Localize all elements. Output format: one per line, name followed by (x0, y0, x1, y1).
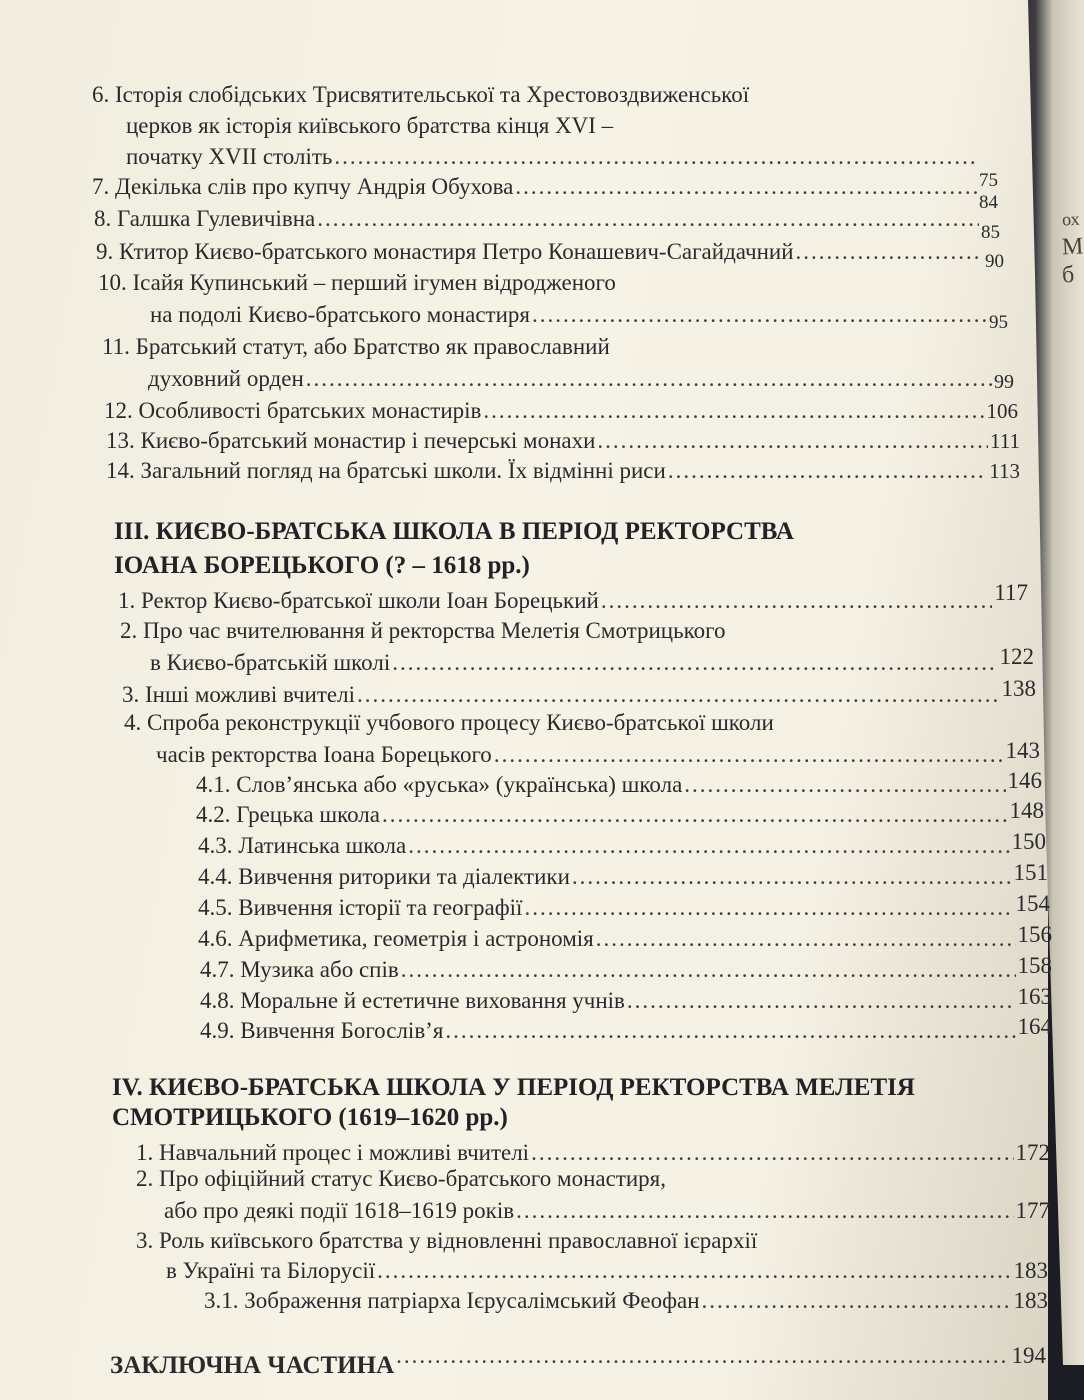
page-number: 146 (1007, 768, 1042, 793)
toc-entry-s3-1: 1. Ректор Києво-братської школи Іоан Борецький ..... 117 (118, 588, 1028, 614)
toc-entry-closing: ЗАКЛЮЧНА ЧАСТИНА ..... 194 (110, 1342, 1046, 1370)
page-number: 172 (1015, 1140, 1050, 1165)
page-number: 183 (1013, 1288, 1048, 1313)
toc-entry-s3-4-5: 4.5. Вивчення історії та географії ..... 154 (198, 895, 1050, 921)
page-number: 151 (1013, 860, 1048, 885)
page-number: 177 (1015, 1198, 1050, 1223)
toc-entry-s3-4-6: 4.6. Арифметика, геометрія і астрономія ..... 156 (198, 926, 1052, 952)
section-4-title: IV. КИЄВО-БРАТСЬКА ШКОЛА У ПЕРІОД РЕКТОРСТВА МЕЛЕТІЯ (112, 1074, 915, 1101)
toc-entry-6-cont2: початку XVII століть ..... 75 (126, 144, 998, 170)
page-number: 84 (979, 192, 998, 213)
page-number: 183 (1013, 1258, 1048, 1283)
page-number: 150 (1011, 829, 1046, 854)
page-number: 99 (994, 371, 1014, 393)
toc-entry-s3-4-8: 4.8. Моральне й естетичне виховання учнів ..... 163 (200, 988, 1052, 1014)
toc-entry-s3-2: 2. Про час вчителювання й ректорства Мелетія Смотрицького (120, 618, 726, 643)
toc-entry-13: 13. Києво-братський монастир і печерські монахи ..... 111 (106, 428, 1020, 454)
toc-entry-s3-4-2: 4.2. Грецька школа ..... 148 (196, 802, 1044, 828)
page-number: 164 (1017, 1014, 1052, 1039)
page-number: 154 (1015, 891, 1050, 916)
page-number: 156 (1017, 922, 1052, 947)
page-number: 95 (989, 312, 1008, 333)
page-number: 163 (1017, 984, 1052, 1009)
toc-entry-7: 7. Декілька слів про купчу Андрія Обухова ..... 84 (92, 174, 998, 200)
toc-entry-s3-4: 4. Спроба реконструкції учбового процесу Києво-братської школи (124, 710, 774, 735)
toc-entry-s3-4-4: 4.4. Вивчення риторики та діалектики ..... 151 (198, 864, 1048, 890)
toc-entry-6: 6. Історія слобідських Трисвятительської та Хрестовоздвиженської (92, 82, 750, 107)
page-number: 113 (989, 459, 1020, 483)
page-number: 122 (999, 644, 1034, 669)
facing-page-text-fragment: ох М б (1061, 208, 1084, 289)
page-number: 143 (1005, 738, 1040, 763)
toc-entry-s3-4-9: 4.9. Вивчення Богослів’я ..... 164 (200, 1018, 1052, 1044)
toc-entry-s4-3-cont: в Україні та Білорусії ..... 183 (166, 1258, 1048, 1284)
page-number: 75 (979, 170, 998, 191)
toc-entry-11-cont: духовний орден ..... 99 (148, 366, 1014, 392)
section-3-title: III. КИЄВО-БРАТСЬКА ШКОЛА В ПЕРІОД РЕКТОРСТВА (114, 518, 794, 545)
toc-entry-s3-4-1: 4.1. Слов’янська або «руська» (українська) школа ..... 146 (196, 772, 1042, 798)
toc-entry-s4-2: 2. Про офіційний статус Києво-братського монастиря, (136, 1166, 667, 1191)
page-number: 85 (981, 222, 1000, 243)
toc-entry-14: 14. Загальний погляд на братські школи. Їх відмінні риси ..... 113 (106, 458, 1020, 484)
toc-entry-9: 9. Ктитор Києво-братського монастиря Петро Конашевич-Сагайдачний ..... 90 (96, 239, 1004, 265)
toc-entry-6-cont: церков як історія київського братства кінця XVI – (126, 113, 614, 138)
toc-entry-s3-4-3: 4.3. Латинська школа ..... 150 (198, 833, 1046, 859)
page-number: 194 (1011, 1343, 1046, 1368)
toc-entry-s3-2-cont: в Києво-братській школі ..... 122 (150, 650, 1034, 676)
toc-entry-s3-4-cont: часів ректорства Іоана Борецького ..... 143 (156, 742, 1040, 768)
page-number: 111 (990, 429, 1020, 453)
page-number: 138 (1001, 676, 1036, 701)
toc-entry-s3-3: 3. Інші можливі вчителі ..... 138 (122, 682, 1036, 708)
page-number: 90 (985, 251, 1004, 272)
toc-entry-s4-2-cont: або про деякі події 1618–1619 років ..... 177 (164, 1198, 1050, 1224)
toc-entry-8: 8. Галшка Гулевичівна ..... 85 (94, 206, 1000, 232)
section-4-title-cont: СМОТРИЦЬКОГО (1619–1620 рр.) (112, 1104, 508, 1131)
page-number: 158 (1017, 953, 1052, 978)
toc-entry-11: 11. Братський статут, або Братство як православний (102, 334, 610, 359)
page-number: 106 (986, 399, 1018, 423)
toc-entry-s4-3-1: 3.1. Зображення патріарха Ієрусалімський Феофан ..... 183 (204, 1288, 1048, 1314)
toc-entry-12: 12. Особливості братських монастирів ..... 106 (104, 398, 1018, 424)
toc-entry-s3-4-7: 4.7. Музика або спів ..... 158 (200, 957, 1052, 983)
toc-entry-s4-3: 3. Роль київського братства у відновленні православної ієрархії (136, 1228, 758, 1253)
section-3-title-cont: ІОАНА БОРЕЦЬКОГО (? – 1618 рр.) (114, 552, 530, 579)
page-number: 148 (1009, 798, 1044, 823)
toc-entry-10: 10. Ісайя Купинський – перший ігумен відродженого (98, 270, 616, 295)
page-number: 117 (994, 580, 1028, 605)
toc-entry-s4-1: 1. Навчальний процес і можливі вчителі ..... 172 (136, 1140, 1050, 1166)
toc-entry-10-cont: на подолі Києво-братського монастиря ..... 95 (150, 302, 1008, 328)
